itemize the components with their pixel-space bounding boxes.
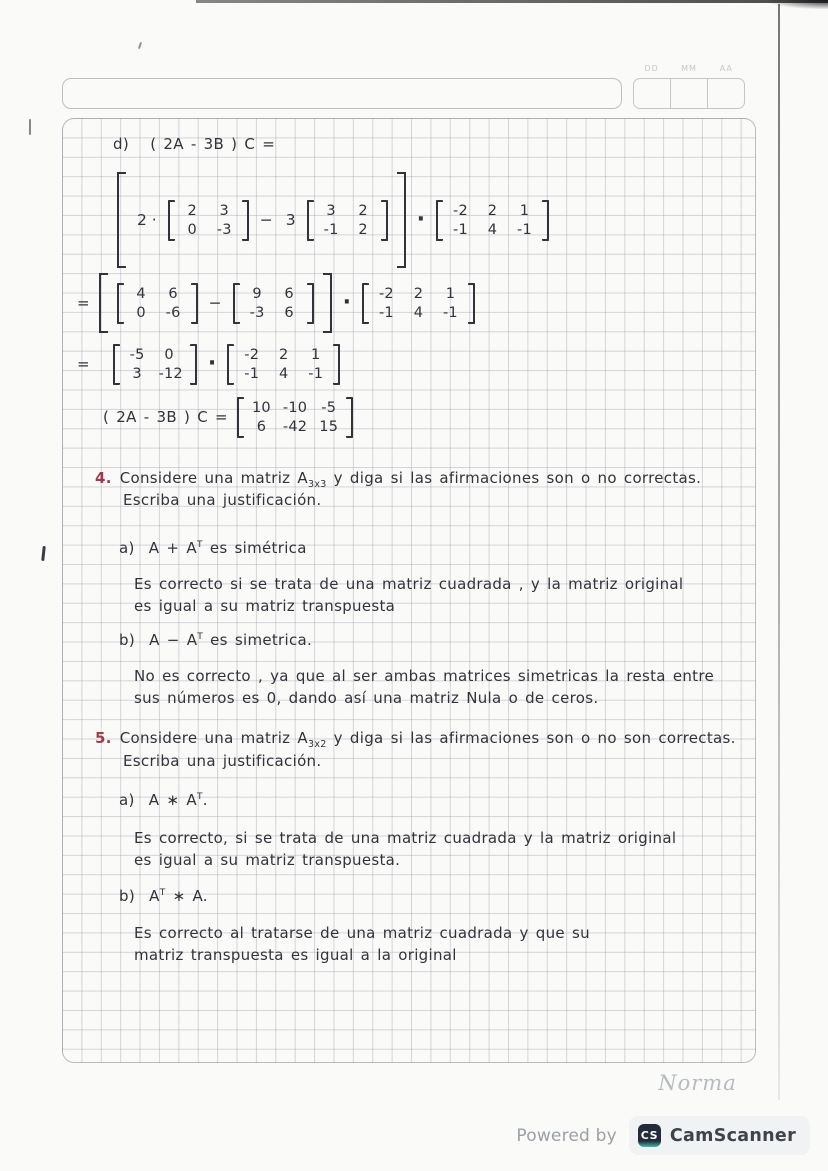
problem5-statement-line2: Escriba una justificación. [123,752,322,770]
left-bracket [117,283,124,324]
right-group-bracket [397,172,406,268]
matrix-cell: -1 [323,221,339,238]
date-field-labels [633,64,745,73]
scalar-coefficient-3: 3 [285,211,296,229]
date-label-day: DD [644,64,659,73]
problem4-b-justification-line1: No es correcto , ya que al ser ambas matrices simetricas la resta entre [134,667,715,685]
right-bracket [190,344,197,385]
right-group-bracket [323,273,332,333]
matrix-cell: 9 [252,285,262,302]
matrix-cell: -10 [282,399,308,416]
matrix-3B [233,283,314,324]
matrix-C [436,200,549,241]
item-b-claim: ∗ A. [165,887,208,905]
equals-sign: = [77,294,90,312]
matrix-cell: -1 [443,304,458,321]
matrix-cell: -6 [165,304,181,321]
problem4-statement-line1 [95,469,701,490]
scan-edge-top [196,0,828,3]
problem4-text-cont: y diga si las afirmaciones son o no correctas. [326,469,702,487]
matrix-cell: 3 [132,365,142,382]
matrix-cell: -5 [321,399,337,416]
matrix-cell: 3 [326,202,336,219]
matrix-cell: 1 [445,285,456,302]
item-b-label: b) [119,887,135,905]
transpose-superscript: T [197,632,204,642]
problem5-text-cont: y diga si las afirmaciones son o no son correctas. [326,729,736,747]
matrix-expression-step1 [117,172,549,268]
problem4-statement-line2: Escriba una justificación. [123,491,322,509]
matrix-cell: 0 [136,304,146,321]
right-bracket [468,283,475,324]
stray-pen-mark [29,119,31,135]
left-bracket [436,200,443,241]
matrix-result [237,397,353,438]
item-b-claim: es simetrica. [203,631,313,649]
matrix-cell: -1 [308,365,324,382]
matrix-cell: 10 [251,399,271,416]
item-b-formula: A − A [149,631,198,649]
left-bracket [307,200,314,241]
matrix-cell: -2 [453,202,468,219]
matrix-cell: 0 [164,346,174,363]
item-a-claim: es simétrica [202,539,307,557]
date-cell-year [708,79,744,108]
camscanner-badge [629,1116,810,1155]
matrix-size-subscript: 3x2 [307,739,327,750]
matrix-cell: -3 [249,304,265,321]
problem5-text: Considere una matriz A [119,729,308,747]
problem5-item-a [119,791,208,809]
date-field-boxes [633,78,745,109]
matrix-cell: 6 [284,304,294,321]
problem4-b-justification-line2: sus números es 0, dando así una matriz Nula o de ceros. [134,689,599,707]
matrix-cell: 4 [487,221,498,238]
problem5-item-b [119,887,208,905]
transpose-superscript: T [159,888,166,898]
matrix-cell: 2 [358,221,368,238]
matrix-expression-step3 [77,335,340,393]
left-bracket [113,344,120,385]
right-bracket [307,283,314,324]
problem5-number: 5. [95,729,112,747]
item-a-label: a) [119,791,135,809]
problem4-item-a [119,539,307,557]
matrix-cell: 2 [279,346,289,363]
matrix-C [362,283,475,324]
exercise-d-label: d) [113,135,129,153]
left-group-bracket [99,273,108,333]
left-group-bracket [117,172,126,268]
right-bracket [333,344,340,385]
equals-sign: = [77,355,90,373]
matrix-expression-step2 [77,273,475,333]
matrix-C [227,344,340,385]
matrix-cell: 0 [187,221,197,238]
right-bracket [346,397,353,438]
matrix-cell: 6 [284,285,294,302]
problem5-b-justification-line1: Es correcto al tratarse de una matriz cuadrada y que su [134,924,590,942]
right-bracket [542,200,549,241]
matrix-cell: 15 [319,418,339,435]
date-cell-month [671,79,708,108]
powered-by-text: Powered by [516,1125,617,1146]
matrix-cell: 4 [279,365,289,382]
right-bracket [242,200,249,241]
matrix-A [168,200,249,241]
item-a-label: a) [119,539,135,557]
problem5-a-justification-line2: es igual a su matriz transpuesta. [134,851,401,869]
matrix-cell: -12 [158,365,183,382]
scan-corner-top-right [768,0,828,9]
date-label-month: MM [681,64,697,73]
item-b-label: b) [119,631,135,649]
matrix-difference [113,344,197,385]
problem5-a-justification-line1: Es correcto, si se trata de una matriz cuadrada y la matriz original [134,829,677,847]
matrix-cell: 1 [519,202,530,219]
matrix-cell: -2 [379,285,394,302]
item-a-claim: . [202,791,208,809]
matrix-cell: -1 [379,304,394,321]
matrix-cell: -2 [244,346,260,363]
matrix-cell: 2 [487,202,498,219]
scan-edge-right [778,4,780,1100]
left-bracket [362,283,369,324]
right-bracket [191,283,198,324]
left-bracket [227,344,234,385]
dot-operator: · [207,351,217,376]
stray-pen-mark [138,42,142,49]
transpose-superscript: T [196,540,203,550]
right-bracket [381,200,388,241]
left-bracket [233,283,240,324]
dot-operator: · [342,290,351,315]
problem4-number: 4. [95,469,112,487]
left-bracket [168,200,175,241]
camscanner-icon: CS [638,1124,661,1147]
matrix-cell: -1 [453,221,468,238]
matrix-2A [117,283,198,324]
problem5-statement-line1 [95,729,736,750]
matrix-cell: 6 [168,285,178,302]
problem5-b-justification-line2: matriz transpuesta es igual a la original [134,946,457,964]
matrix-cell: 3 [219,202,229,219]
matrix-cell: 1 [311,346,321,363]
matrix-cell: 2 [413,285,424,302]
problem4-a-justification-line1: Es correcto si se trata de una matriz cuadrada , y la matriz original [134,575,684,593]
matrix-cell: -1 [517,221,532,238]
transpose-superscript: T [196,792,203,802]
problem4-item-b [119,631,312,649]
name-field-box [62,78,622,109]
problem4-a-justification-line2: es igual a su matriz transpuesta [134,597,396,615]
date-cell-day [634,79,671,108]
matrix-cell: -5 [129,346,145,363]
matrix-cell: -1 [244,365,260,382]
matrix-cell: -42 [282,418,308,435]
result-label: ( 2A - 3B ) C = [103,408,228,426]
notebook-brand-watermark: Norma [658,1071,737,1095]
minus-operator: − [259,211,273,229]
exercise-d-expression: ( 2A - 3B ) C = [150,135,276,153]
grid-paper-sheet [62,118,756,1063]
left-bracket [237,397,244,438]
matrix-cell: 6 [256,418,267,435]
scalar-coefficient-2: 2 · [137,211,157,229]
date-label-year: AA [719,64,733,73]
matrix-B [307,200,388,241]
matrix-cell: 4 [136,285,146,302]
matrix-cell: 4 [413,304,424,321]
camscanner-footer [0,1116,810,1155]
dot-operator: · [416,207,425,232]
item-b-formula: A [149,887,160,905]
stray-pen-mark [41,546,46,561]
camscanner-label: CamScanner [669,1125,796,1146]
item-a-formula: A + A [148,539,197,557]
matrix-cell: 2 [187,202,197,219]
exercise-d-heading [113,135,275,153]
minus-operator: − [208,294,222,312]
problem4-text: Considere una matriz A [119,469,308,487]
matrix-size-subscript: 3x3 [307,479,327,490]
matrix-result-line [103,391,353,443]
matrix-cell: -3 [216,221,232,238]
matrix-cell: 2 [358,202,368,219]
item-a-formula: A ∗ A [148,791,197,809]
